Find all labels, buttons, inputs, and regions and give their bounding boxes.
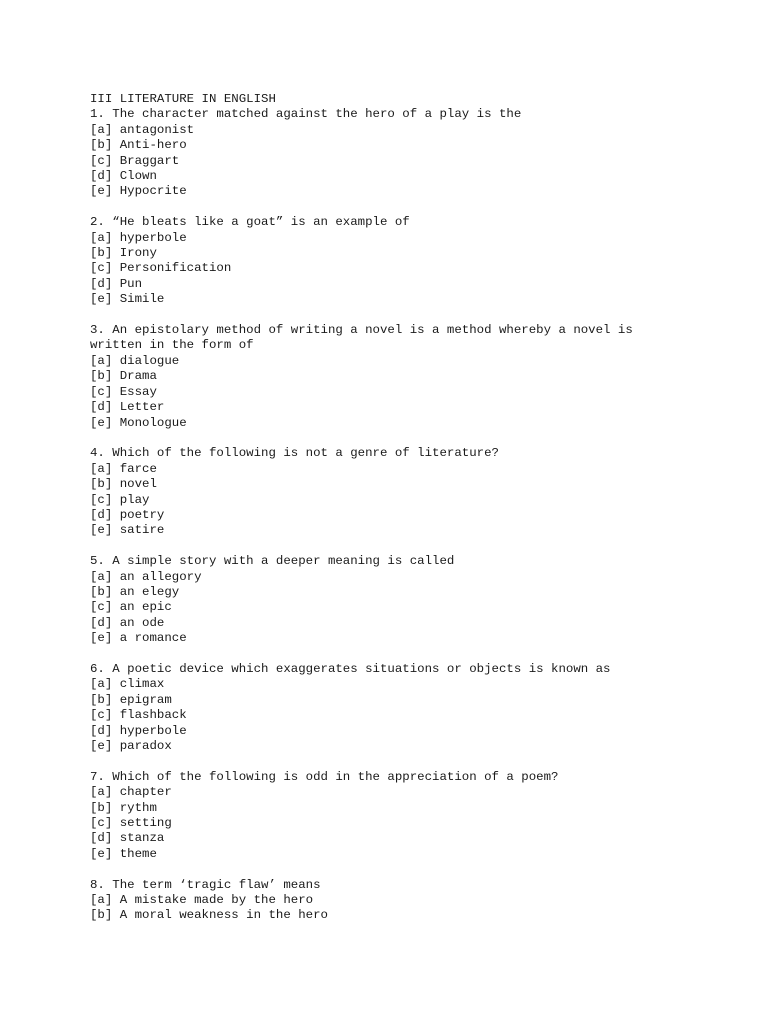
answer-option: [a] climax	[90, 677, 165, 692]
answer-option: [c] Personification	[90, 261, 232, 276]
option-list	[90, 785, 730, 862]
question-text: 6. A poetic device which exaggerates situations or objects is known as	[90, 661, 611, 676]
question-text: 7. Which of the following is odd in the appreciation of a poem?	[90, 769, 559, 784]
answer-option: [d] Pun	[90, 276, 143, 291]
answer-option: [a] A mistake made by the hero	[90, 893, 314, 908]
answer-option: [e] paradox	[90, 738, 172, 753]
option-list	[90, 231, 730, 308]
answer-option: [c] setting	[90, 816, 172, 830]
answer-option: [c] an epic	[90, 600, 172, 615]
answer-option: [b] rythm	[90, 800, 157, 815]
answer-option: [c] Essay	[90, 384, 157, 399]
option-list	[90, 893, 730, 924]
answer-option: [d] stanza	[90, 831, 165, 846]
answer-option: [a] farce	[90, 461, 157, 476]
answer-option: [b] Anti-hero	[90, 138, 187, 153]
answer-option: [b] novel	[90, 477, 157, 492]
question-text: 4. Which of the following is not a genre of literature?	[90, 446, 499, 461]
section-title: III LITERATURE IN ENGLISH	[90, 92, 276, 106]
question-text: 3. An epistolary method of writing a novel is a method whereby a novel is written in the form of	[90, 323, 633, 353]
question-text: 5. A simple story with a deeper meaning is called	[90, 554, 455, 569]
answer-option: [e] satire	[90, 523, 165, 538]
answer-option: [a] dialogue	[90, 353, 180, 368]
answer-option: [a] hyperbole	[90, 230, 187, 245]
answer-option: [a] an allegory	[90, 569, 202, 584]
question-4	[90, 446, 730, 538]
question-list	[90, 107, 730, 923]
option-list	[90, 123, 730, 200]
answer-option: [a] chapter	[90, 785, 172, 800]
answer-option: [d] hyperbole	[90, 723, 187, 738]
question-7	[90, 770, 730, 862]
question-text: 2. “He bleats like a goat” is an example of	[90, 215, 410, 230]
answer-option: [d] poetry	[90, 507, 165, 522]
question-5	[90, 554, 730, 646]
answer-option: [b] an elegy	[90, 584, 180, 599]
answer-option: [b] epigram	[90, 692, 172, 707]
answer-option: [d] Clown	[90, 169, 157, 184]
document-page	[90, 92, 730, 939]
option-list	[90, 462, 730, 539]
option-list	[90, 677, 730, 754]
question-2	[90, 215, 730, 307]
option-list	[90, 354, 730, 431]
answer-option: [e] theme	[90, 846, 157, 861]
answer-option: [d] an ode	[90, 615, 165, 630]
answer-option: [b] A moral weakness in the hero	[90, 908, 328, 923]
option-list	[90, 570, 730, 647]
answer-option: [d] Letter	[90, 400, 165, 415]
answer-option: [b] Drama	[90, 369, 157, 384]
question-1	[90, 107, 730, 199]
answer-option: [e] Monologue	[90, 415, 187, 430]
question-3	[90, 323, 730, 431]
answer-option: [e] Simile	[90, 292, 165, 307]
answer-option: [e] Hypocrite	[90, 184, 187, 199]
answer-option: [b] Irony	[90, 246, 157, 261]
answer-option: [c] play	[90, 492, 150, 507]
answer-option: [e] a romance	[90, 631, 187, 646]
question-text: 8. The term ‘tragic flaw’ means	[90, 877, 321, 892]
question-8	[90, 878, 730, 924]
answer-option: [a] antagonist	[90, 122, 195, 137]
question-6	[90, 662, 730, 754]
question-text: 1. The character matched against the hero of a play is the	[90, 107, 522, 122]
answer-option: [c] flashback	[90, 708, 187, 723]
answer-option: [c] Braggart	[90, 153, 180, 168]
